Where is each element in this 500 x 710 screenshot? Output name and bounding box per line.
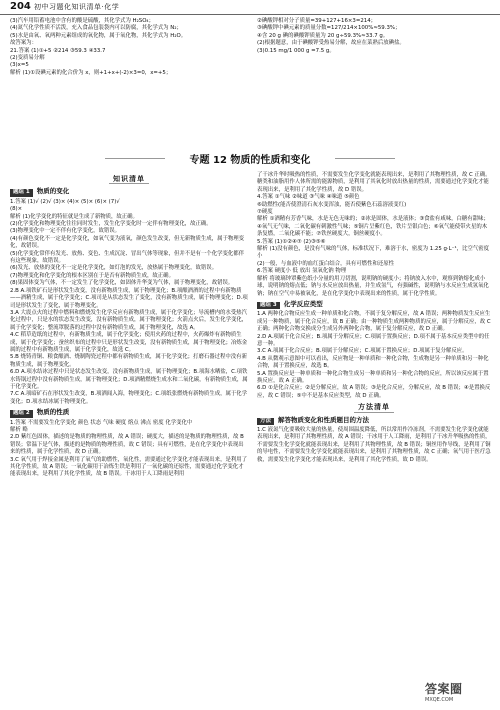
left-top-line: 故答案为：: [10, 40, 37, 47]
left-top-line: (5)水是由氧、氧两种元素组成的氧化物，属于氧化物，其化学式为 H₂O。: [10, 32, 187, 39]
group-title: 化学反应类型: [283, 299, 323, 308]
answer-paragraph: 解析 将玻璃钟罩紫色纸小分量的用刀切割，说明钠的硬度小；将钠放入水中，观察到钠熔化成小球，说明钠的熔点低；钠与水反应放出热量，并生成氢气，有强碱性，说明钠与水反应生成氢氧化钠；钠在空气中易被氧化，是在化学变化中表现出来的性质，属于化学性质。: [257, 275, 489, 297]
answer-paragraph: 3.C 氧气用于焊接金属是利用了氧气的助燃性，氧化性，需要通过化学变化才能表现出来，是利用了其化学性质，故 A 错误；一氧化碳用于冶炼生铁是利用了一氧化碳的还原性，需要通过化学变化才能表现出来，是利用了其化学性质，故 B 错误。干冰用于人工降雨是利用: [10, 456, 248, 478]
answer-paragraph: 解析 (1)没有颜色，是没有气味的气体，标准状况下，难溶于水，密度为 1.25 g·L⁻¹，比空气密度小: [257, 246, 489, 260]
knowledge-heading: 知识清单: [10, 176, 248, 184]
right-top-line: ③碘酸钾中碘元素的质量分数=127/214×100%≈59.3%；: [257, 25, 401, 32]
left-top-line: (4)氮气化学性质不活泼，充入食品包装袋内可以防腐，其化学式为 N₂；: [10, 25, 182, 32]
answer-paragraph: 6.答案 硬度小 低 放出 氢氧化钠 物理: [257, 268, 347, 275]
question-group-heading: [10, 409, 248, 417]
right-body-column: [257, 172, 491, 464]
answer-paragraph: (4)有颜色变化不一定是化学变化，如氧气变为液氧，颜色发生改变，但无新物质生成，属于物理变化，故错误。: [10, 235, 245, 250]
answer-paragraph: (8)果固体变为气体，不一定发生了化学变化，如固体升华变为气体，属于物理变化，故错误。: [10, 280, 234, 287]
chapter-title: 专题 12 物质的性质和变化: [189, 155, 311, 166]
group-badge: 题组 3: [257, 302, 280, 309]
group-title: 解答物质变化和性质题目的方法: [278, 415, 370, 424]
header-title: 初中习题化知识清单·化学: [34, 3, 120, 11]
right-top-line: (2)根据题意，由于碘酸钾受热易分解，故应在菜熟后放碘盐。: [257, 40, 405, 47]
answer-paragraph: 5.B 烧铸青铜、粮食酿酒、烧制陶瓷过程中都有新物质生成，属于化学变化；打磨石器过程中没有新物质生成，属于物理变化。: [10, 354, 247, 368]
answer-paragraph: 4.C 稻草造纸的过程中，有新物质生成，属于化学变化；使用火药的过程中，火药爆炸有新物质生成，属于化学变化；蚕丝织布的过程中只是形状发生改变，没有新物质生成，属于物理变化；冶炼金属的过程中有新物质生成，属于化学变化，故选 C。: [10, 332, 248, 353]
page-number: 204: [10, 1, 31, 12]
left-body-column: [10, 172, 248, 479]
answer-paragraph: 4.答案 ①气味 ②味道 ③气味 ④味道 ⑤颜色: [257, 194, 360, 201]
answer-paragraph: 解析 略: [10, 427, 28, 433]
group-title: 物质的变化: [36, 187, 70, 196]
answer-paragraph: 解析 (1)化学变化的特征就是生成了新物质，故正确。: [10, 213, 138, 220]
answer-paragraph: 3.C A.项属于化合反应；B.项属于分解反应；C.项属于置换反应；D.项属于复分解反应。: [257, 348, 468, 355]
right-top-line: ④含 20 g 碘的碘酸钾质量为 20 g÷59.3%≈33.7 g。: [257, 32, 389, 39]
right-top-column: [257, 18, 491, 55]
answer-paragraph: 3.A 大震点火的过程中燃料和燃烧发生化学反应有新物质生成，属于化学变化；导流槽内的水受热汽化过程中，只是水的状态发生改变，没有新物质生成，属于物理变化；火箭点火后，发生化学变化，属于化学变化；整流罩脱落的过程中没有新物质生成，属于物理变化，故选 A。: [10, 309, 248, 331]
answer-paragraph: 7.C A.项暗矿石在形状发生改变，B.项洒闻入海，物理变化；C.项纸张燃烧有新物质生成，属于化学变化；D.项水结冰属于物理变化。: [10, 391, 248, 405]
group-title: 物质的性质: [36, 408, 70, 417]
question-group-heading: [10, 188, 248, 196]
answer-paragraph: 1.答案 (1)√ (2)√ (3)× (4)× (5)× (6)× (7)√: [10, 198, 120, 205]
group-badge: 方法: [257, 418, 274, 425]
answer-paragraph: (7)物理变化和化学变化的根本区别在于是否有新物质生成，故正确。: [10, 272, 174, 279]
question-group-heading: [257, 417, 491, 425]
left-top-line: (2)变质易分解: [10, 55, 45, 62]
answer-paragraph: 解析 ①酒精有芳香气味，水是无色无味的；②冰是固体，水是液体；③食盐有咸味，白糖有甜味；④氧气无气味，二氧化碳有刺激性气味；⑤铜片呈紫红色，铁片呈银白色；⑥氧气能使带火星的木条复燃，二氧化碳不能；⑦铁丝硬度大，铜丝硬度小。: [257, 216, 489, 238]
answer-paragraph: (2)一般，与血液中的血红蛋白结合，具有可燃性和还原性: [257, 260, 395, 267]
answer-paragraph: 2.B A.项铁矿石是形状发生改变，没有新物质生成，属于物理变化；B.项酿酒酒的过程中有新物质——酒精生成，属于化学变化；C.项司是从状态发生了变化，没有新物质生成，属于物理变化；D.项司是形状发生了变化，属于物理变化。: [10, 287, 248, 309]
method-heading: 方法清单: [257, 404, 491, 412]
left-top-line: (3)x=5: [10, 62, 29, 69]
answer-paragraph: (5)化学变化常伴有发光、放热、变色、生成沉淀、冒出气体等现象，但并不是有一个化学变化都伴有这些现象，故错误。: [10, 250, 245, 265]
answer-paragraph: 6.D A.项水结冰过程中只是状态发生改变，没有新物质生成，属于物理变化；B.项海水晒盐，C.项铁水铸锅过程中没有新物质生成，属于物理变化；D.项酒精燃烧生成水和二氧化碳，有新物质生成，属于化学变化。: [10, 369, 248, 390]
answer-paragraph: 4.B 从微观示意图中可以看出，反应物是一种单质和一种化合物，生成物是另一种单质和另一种化合物，属于置换反应，故选 B。: [257, 355, 489, 370]
answer-paragraph: (2)化学变化和物理变化往往同时发生，发生化学变化时一定伴有物理变化，故正确。: [10, 221, 212, 228]
answer-paragraph: 2.D 紫红色固体，描述的是物质的物理性质，故 A 错误；硬度大，描述的是物质的物理性质，故 B 错误；常温下是气体，描述的是物质的物理性质，故 C 错误；具有可燃性，是在化学变化中表现出来的性质，属于化学性质，故 D 正确。: [10, 434, 244, 456]
answer-paragraph: (6)发光、放热的变化不一定是化学变化，如灯泡的发光，放热属于物理变化，故错误。: [10, 265, 218, 272]
left-top-line: (3)汽车用铅蓄电池中含有的酸是硫酸，其化学式为 H₂SO₄；: [10, 18, 154, 24]
answer-paragraph: 2.D A.项属于化合反应；B.项属于分解反应；C.项属于置换反应；D.项不属于基本反应类型中的任意一种。: [257, 333, 490, 347]
right-top-line: ②碘酸钾相对分子质量=39+127+16×3=214；: [257, 18, 377, 24]
answer-paragraph: (8)×: [10, 206, 23, 213]
left-top-column: [10, 18, 248, 77]
answer-paragraph: 1.A 两种化合物反应生成一种单质和化合物，不属于复分解反应，故 A 错误；两种物质发生反应生成另一种物质，属于化合反应，故 B 正确；由一种物质生成两种物质的反应，属于分解反应，故 C 正确；两种化合物交换成分生成另外两种化合物，属于复分解反应，故 D 正确。: [257, 311, 491, 333]
answer-paragraph: 5.A 置换反应是一种单质和一种化合物生成另一种单质和另一种化合物的反应，所以该反应属于置换反应，故 A 正确。: [257, 370, 489, 384]
watermark-logo: 答案圈 MXQE.COM: [425, 682, 463, 703]
answer-paragraph: ⑦硬度: [257, 209, 273, 216]
chapter-title-bar: [0, 148, 500, 168]
group-badge: 题组 2: [10, 410, 33, 417]
left-top-line: 21.答案 (1)①+5 ②214 ③59.3 ④33.7: [10, 47, 106, 54]
answer-paragraph: ⑥助燃性(能否使澄清石灰水变浑浊，能否使紫色石蕊溶液变红): [257, 201, 407, 208]
answer-paragraph: 了干冰升华时吸热的性质，不需要发生化学变化就能表现出来，是利用了其物理性质，故 C 正确。糖类和油脂用作人体所需的能源物质，是利用了其氧化时放出热量的性质，需要通过化学变化才能表现出来，是利用了其化学性质，故 D 错误。: [257, 172, 491, 193]
answer-paragraph: 1.答案 不需要发生化学变化 颜色 状态 气味 硬度 熔点 沸点 密度 化学变化中: [10, 419, 193, 426]
group-badge: 题组 1: [10, 189, 33, 196]
left-top-line: 解析 (1)①设碘元素的化合价为 x，则+1+x+(-2)×3=0，x=+5；: [10, 69, 172, 76]
page-header: [0, 0, 500, 15]
answer-paragraph: 6.D ①是化合反应；②是分解反应，故 A 错误；③是化合反应，分解反应，故 B 错误；④是置换反应，故 C 错误；⑤中不是基本反应类型，故 D 正确。: [257, 385, 491, 399]
right-top-line: (3)0.15 mg/1 000 g =7.5 g。: [257, 47, 335, 54]
answer-paragraph: (3)物理变化中一定不伴有化学变化，故错误。: [10, 228, 121, 235]
answer-paragraph: 1.C 液氮气化要吸收大量的热量，使周围温度降低，所以常用作冷冻剂，不需要发生化学变化就能表现出来，是利用了其物理性质，故 A 错误；干冰用于人工降雨，是利用了干冰升华吸热的性质，不需要发生化学变化就能表现出来，是利用了其物理性质，故 B 错误；铜丝用作导线，是利用了铜的导电性，不需要发生化学变化就能表现出来，是利用了其物理性质，故 C 正确；氧气用于医疗急救，需要发生化学变化才能表现出来，是利用了其化学性质，故 D 错误。: [257, 427, 491, 463]
answer-paragraph: 5.答案 (1)①②④⑦ (2)③⑤⑥: [257, 238, 326, 245]
question-group-heading: [257, 301, 491, 309]
